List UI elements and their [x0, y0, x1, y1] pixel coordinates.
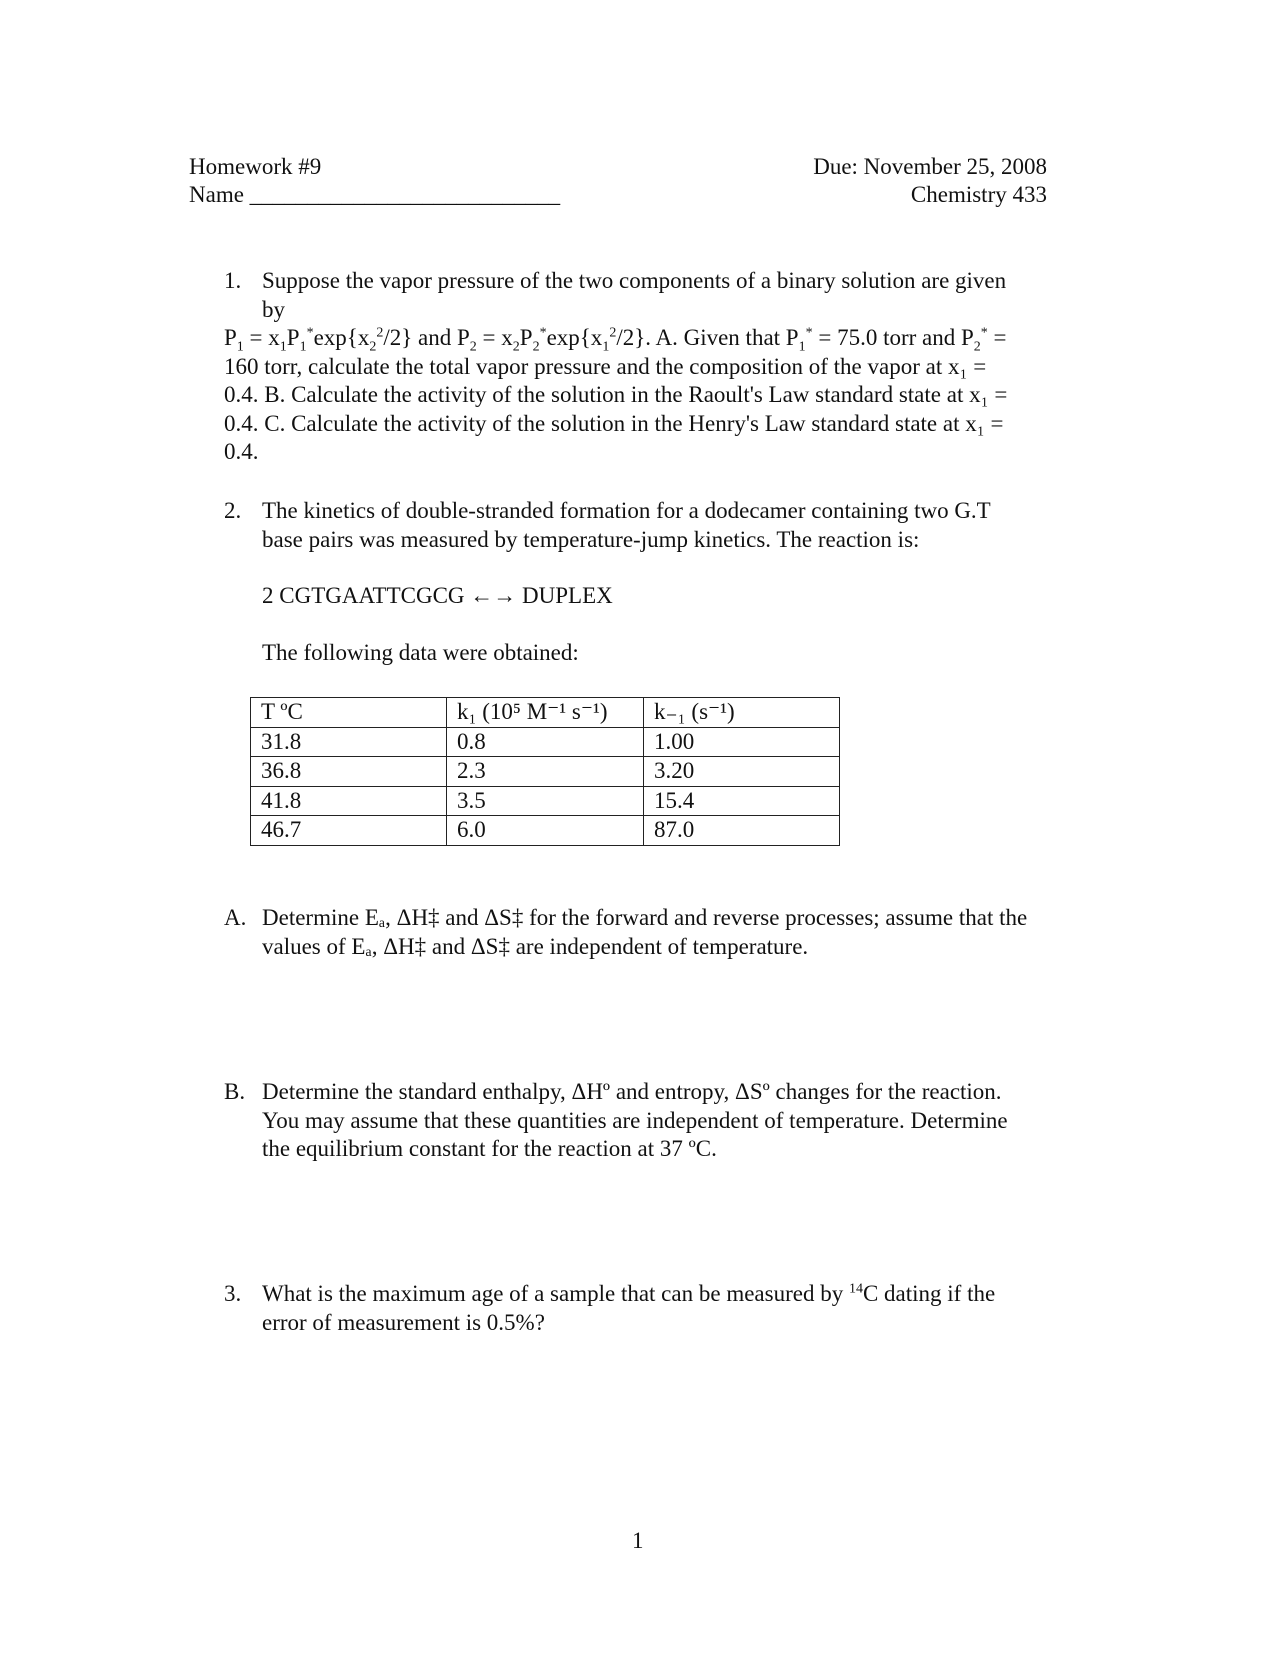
question-3-line1: What is the maximum age of a sample that can be measured by $^{14}$C dating if the: [262, 1281, 996, 1306]
part-label: A.: [224, 905, 247, 930]
part-a-line2: values of Eₐ, ΔH‡ and ΔS‡ are independent of temperature.: [262, 933, 809, 959]
table-cell: 46.7: [251, 816, 447, 846]
table-cell: 3.5: [447, 786, 644, 816]
part-b-line2: You may assume that these quantities are independent of temperature. Determine: [262, 1107, 1008, 1133]
kinetics-table: [250, 697, 840, 846]
course-name: Chemistry 433: [910, 182, 1047, 207]
table-cell: 6.0: [447, 816, 644, 846]
table-cell: 0.8: [447, 727, 644, 757]
table-cell: 2.3: [447, 757, 644, 787]
name-line: ___________________________: [249, 182, 561, 207]
table-cell: 31.8: [251, 727, 447, 757]
table-row: [251, 816, 840, 846]
due-date: Due: November 25, 2008: [813, 154, 1047, 179]
question-1-line1: Suppose the vapor pressure of the two components of a binary solution are given: [262, 268, 1007, 293]
page-number: 1: [632, 1528, 644, 1553]
header-cell: k₁ (10⁵ M⁻¹ s⁻¹): [447, 698, 644, 728]
isotope-number: 14: [848, 1281, 863, 1297]
homework-title: Homework #9: [189, 154, 322, 179]
table-row: [251, 786, 840, 816]
question-1: [224, 267, 1084, 324]
table-cell: 1.00: [644, 727, 840, 757]
question-2-part-a: [224, 904, 1084, 961]
question-1-line7: 0.4.: [224, 439, 259, 464]
header-cell: T ºC: [251, 698, 447, 728]
question-number: 2.: [224, 498, 242, 523]
question-number: 1.: [224, 268, 242, 293]
part-a-line1: Determine Eₐ, ΔH‡ and ΔS‡ for the forward and reverse processes; assume that the: [262, 905, 1028, 930]
question-3: [224, 1280, 1084, 1337]
table-row: [251, 727, 840, 757]
table-header-row: [251, 698, 840, 728]
name-field: [189, 181, 560, 210]
question-number: 3.: [224, 1281, 242, 1306]
question-2-line1: The kinetics of double-stranded formation for a dodecamer containing two G.T: [262, 498, 991, 523]
part-b-line3: the equilibrium constant for the reaction at 37 ºC.: [262, 1136, 717, 1161]
name-label: Name: [189, 182, 244, 207]
part-label: B.: [224, 1079, 246, 1104]
table-cell: 15.4: [644, 786, 840, 816]
question-2-line2: base pairs was measured by temperature-jump kinetics. The reaction is:: [262, 526, 920, 552]
header-cell: k₋₁ (s⁻¹): [644, 698, 840, 728]
question-2-part-b: [224, 1078, 1084, 1164]
question-1-equation: $P_1 = x_1P_1^*\exp\{x_2^2/2\}$ and $P_2 = x_2P_2^*\exp\{x_1^2/2\}$. A. Given that $P_1^* = 75.0$ torr and $P_2^*$ =: [224, 325, 1007, 355]
table-cell: 87.0: [644, 816, 840, 846]
table-row: [251, 757, 840, 787]
table-cell: 41.8: [251, 786, 447, 816]
data-intro: The following data were obtained:: [262, 640, 579, 665]
reaction-equation: 2 CGTGAATTCGCG ←→ DUPLEX: [262, 583, 613, 608]
question-1-line6: 0.4. C. Calculate the activity of the solution in the Henry's Law standard state at x₁ =: [224, 411, 1004, 436]
question-1-line5: 0.4. B. Calculate the activity of the solution in the Raoult's Law standard state at x₁ =: [224, 382, 1008, 407]
part-b-line1: Determine the standard enthalpy, ΔHº and entropy, ΔSº changes for the reaction.: [262, 1079, 1002, 1104]
question-1-line4: 160 torr, calculate the total vapor pressure and the composition of the vapor at x₁ =: [224, 354, 987, 379]
table-cell: 36.8: [251, 757, 447, 787]
question-2: [224, 497, 1084, 554]
question-1-line2: by: [262, 296, 285, 322]
table-cell: 3.20: [644, 757, 840, 787]
question-3-line2: error of measurement is 0.5%?: [262, 1309, 545, 1335]
